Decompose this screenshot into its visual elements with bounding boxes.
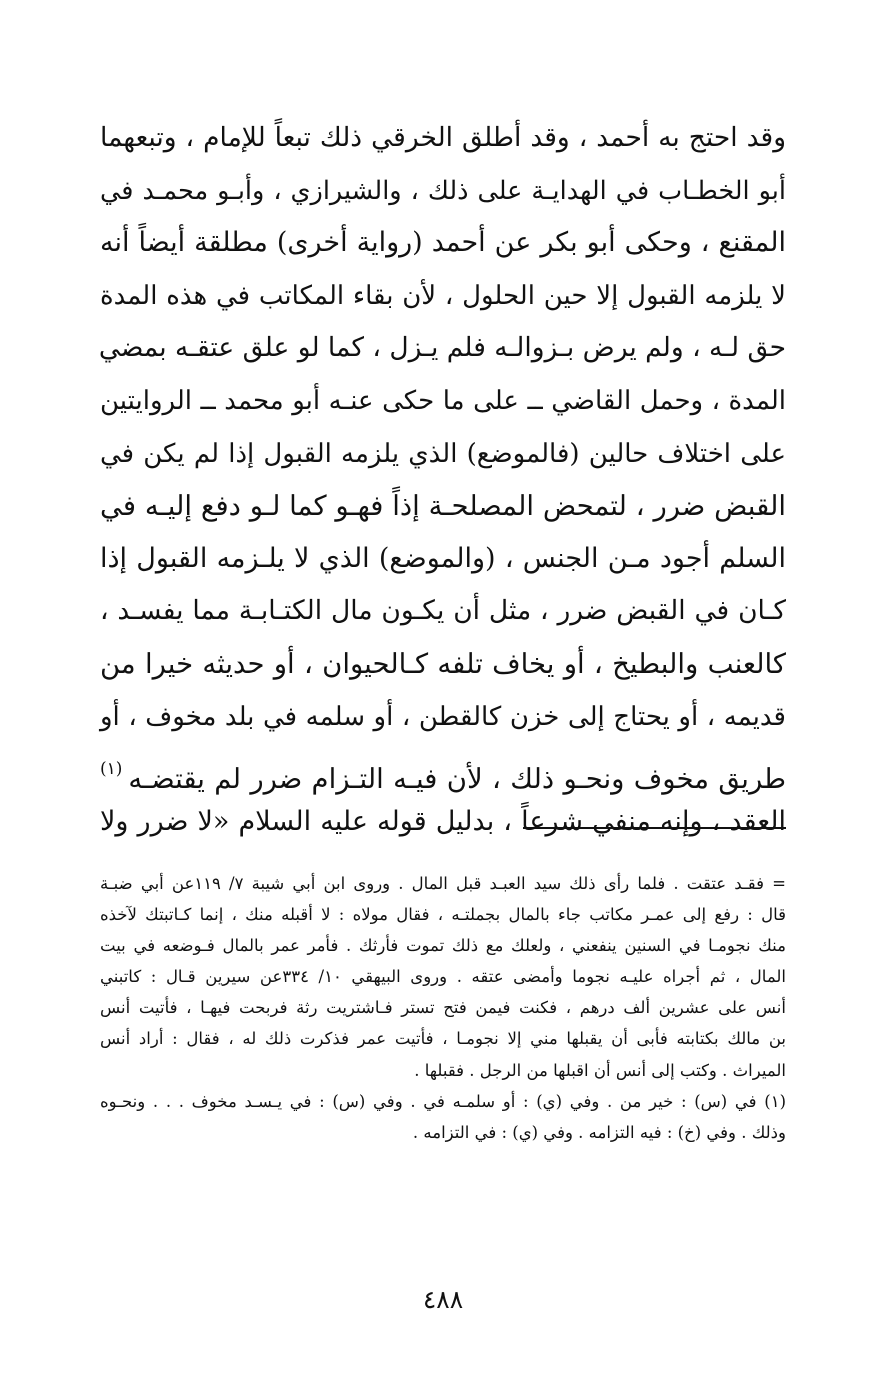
main-line: المدة ، وحمل القاضي ــ على ما حكى عنـه أبو محمد ــ الروايتين [100, 385, 786, 416]
main-line: لا يلزمه القبول إلا حين الحلول ، لأن بقاء المكاتب في هذه المدة [100, 280, 786, 311]
main-line: على اختلاف حالين (فالموضع) الذي يلزمه القبول إذا لم يكن في [100, 438, 786, 469]
footnote-line: أنس على عشرين ألف درهم ، فكنت فيمن فتح تستر فـاشتريت رثة فربحت فيهـا ، فأتيت أنس [100, 998, 786, 1018]
footnote-separator [523, 827, 786, 829]
main-line: أبو الخطـاب في الهدايـة على ذلك ، والشيرازي ، وأبـو محمـد في [100, 175, 786, 206]
footnote-line: قال : رفع إلى عمـر مكاتب جاء بالمال بجملتـه ، فقال مولاه : لا أقبله منك ، إنما كـاتبتك لآخذه [100, 905, 786, 925]
main-line: كالعنب والبطيخ ، أو يخاف تلفه كـالحيوان ، أو حديثه خيرا من [100, 647, 786, 680]
main-line: طريق مخوف ونحـو ذلك ، لأن فيـه التـزام ضرر لم يقتضـه [128, 763, 786, 796]
main-line: القبض ضرر ، لتمحض المصلحـة إذاً فهـو كما لـو دفع إليـه في [100, 490, 786, 523]
footnote-line: (١) في (س) : خير من . وفي (ي) : أو سلمـه في . وفي (س) : في يـسـد مخوف . . . ونحـوه [100, 1091, 786, 1111]
footnote-line: الميراث . وكتب إلى أنس أن اقبلها من الرجل . فقبلها . [414, 1060, 786, 1080]
page-number: ٤٨٨ [422, 1285, 464, 1314]
footnote-reference: (١) [100, 759, 123, 780]
footnote-line: = فقـد عتقت . فلما رأى ذلك سيد العبـد قبل المال . وروى ابن أبي شيبة ٧/ ١١٩عن أبي ضبـة [100, 874, 786, 893]
footnote-line: منك نجومـا في السنين ينفعني ، ولعلك مع ذلك تموت فأرثك . فأمر عمر بالمال فـوضعه في بيت [100, 936, 786, 956]
main-line: حق لـه ، ولم يرض بـزوالـه فلم يـزل ، كما لو علق عتقـه بمضي [98, 332, 786, 364]
main-line-with-footnote-ref [100, 743, 786, 796]
main-line: المقنع ، وحكى أبو بكر عن أحمد (رواية أخرى) مطلقة أيضاً أنه [100, 227, 786, 259]
footnote-line: بن مالك بكتابته فأبى أن يقبلها مني إلا نجومـا ، فأتيت عمر فذكرت ذلك له ، فقال : أراد أنس [100, 1029, 786, 1049]
footnotes-block [100, 868, 786, 1148]
footnote-line: وذلك . وفي (خ) : فيه التزامه . وفي (ي) : في التزامه . [412, 1122, 786, 1142]
main-line: العقد ، وإنه منفي شرعاً ، بدليل قوله عليه السلام «لا ضرر ولا [100, 805, 786, 837]
main-text-block [100, 112, 786, 848]
main-line: وقد احتج به أحمد ، وقد أطلق الخرقي ذلك تبعاً للإمام ، وتبعهما [100, 122, 786, 153]
main-line: قديمه ، أو يحتاج إلى خزن كالقطن ، أو سلمه في بلد مخوف ، أو [100, 701, 786, 732]
main-line: السلم أجود مـن الجنس ، (والموضع) الذي لا يلـزمه القبول إذا [100, 542, 786, 574]
main-line: كـان في القبض ضرر ، مثل أن يكـون مال الكتـابـة مما يفسـد ، [100, 595, 786, 627]
footnote-line: المال ، ثم أجراه عليـه نجوما وأمضى عتقه . وروى البيهقي ١٠/ ٣٣٤عن سيرين قـال : كاتبني [100, 967, 786, 987]
